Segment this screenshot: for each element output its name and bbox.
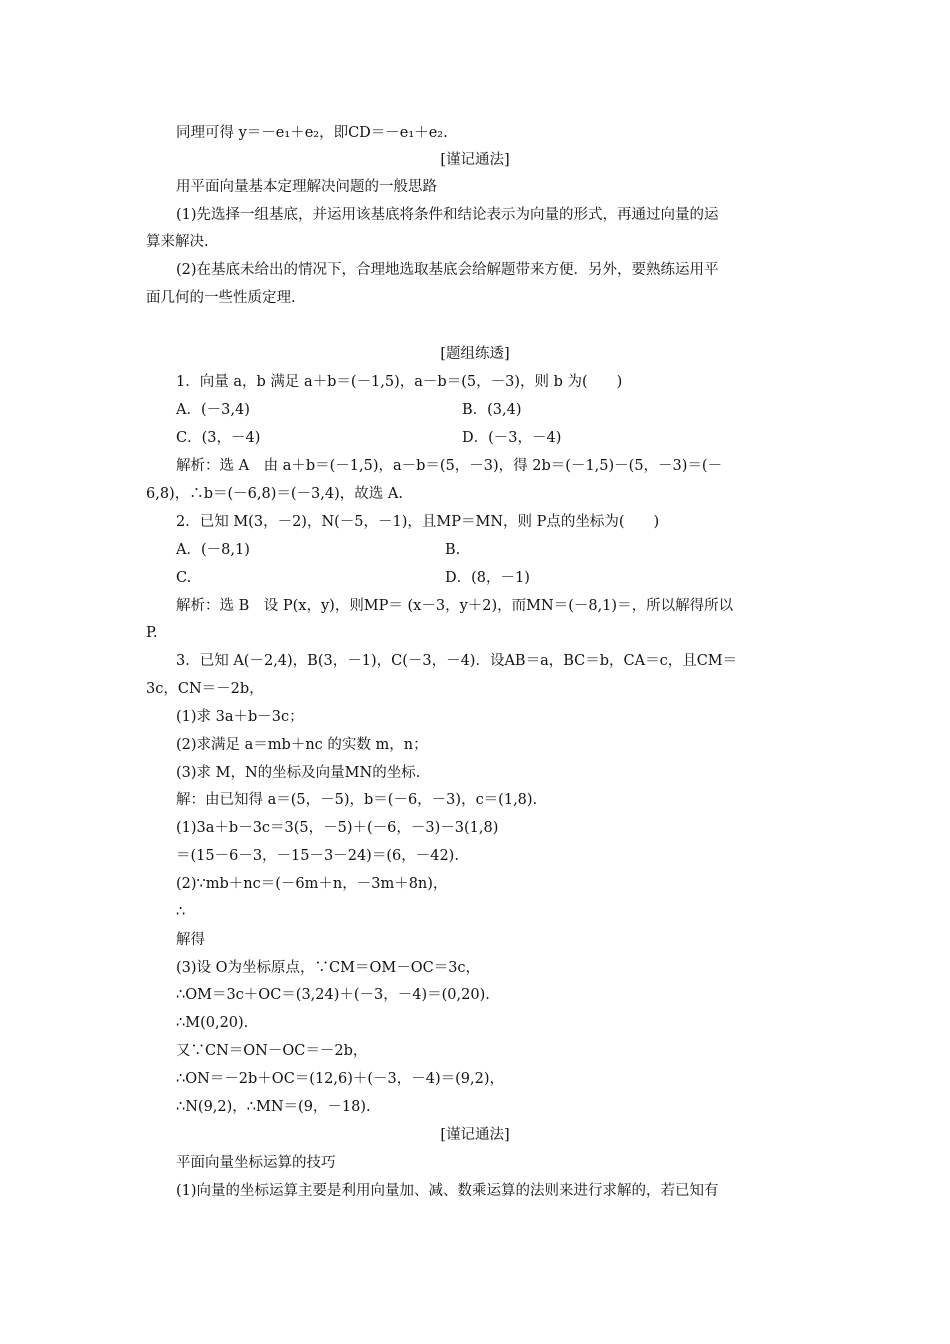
text-line: 用平面向量基本定理解决问题的一般思路 [176,179,437,195]
solution-line: ∴N(9,2)，∴MN＝(9，－18). [176,1099,371,1115]
question-1: 1．向量 a，b 满足 a＋b＝(－1,5)，a－b＝(5，－3)，则 b 为( ) [176,374,623,390]
option-d: D．(－3，－4) [462,430,562,446]
text-line: (1)向量的坐标运算主要是利用向量加、减、数乘运算的法则来进行求解的，若已知有 [176,1183,719,1199]
solution-line: ∴ON＝－2b＋OC＝(12,6)＋(－3，－4)＝(9,2)， [176,1071,505,1087]
section-heading: [谨记通法] [440,1127,510,1143]
option-a: A．(－8,1) [176,542,250,558]
solution-line: ＝(15－6－3，－15－3－24)＝(6，－42). [176,848,459,864]
solution-line: 解析：选 B 设 P(x，y)，则MP＝ (x－3，y＋2)，而MN＝(－8,1)＝，所以解得所以 [176,598,734,614]
text-line: (2)求满足 a＝mb＋nc 的实数 m，n； [176,737,428,753]
solution-line: (3)设 O为坐标原点，∵CM＝OM－OC＝3c， [176,960,481,976]
text-line: 3c，CN＝－2b， [146,681,264,697]
option-b: B. [445,542,461,558]
question-3: 3．已知 A(－2,4)，B(3，－1)，C(－3，－4)．设AB＝a，BC＝b，CA＝c，且CM＝ [176,653,738,669]
text-line: (2)在基底未给出的情况下，合理地选取基底会给解题带来方便．另外，要熟练运用平 [176,262,719,278]
text-line: (3)求 M，N的坐标及向量MN的坐标. [176,765,421,781]
solution-line: 又∵CN＝ON－OC＝－2b， [176,1043,368,1059]
text-line: 面几何的一些性质定理. [146,290,296,306]
text-line: 算来解决. [146,234,209,250]
option-a: A．(－3,4) [176,402,250,418]
solution-line: ∴M(0,20). [176,1015,249,1031]
question-2: 2．已知 M(3，－2)，N(－5，－1)，且MP＝MN，则 P点的坐标为( ) [176,514,660,530]
text-line: (1)求 3a＋b－3c； [176,709,304,725]
solution-line: 解：由已知得 a＝(5，－5)，b＝(－6，－3)，c＝(1,8). [176,792,538,808]
solution-line: 6,8)，∴b＝(－6,8)＝(－3,4)，故选 A. [146,486,403,502]
text-line: 平面向量坐标运算的技巧 [176,1155,336,1171]
text-line: 同理可得 y＝－e₁＋e₂，即CD＝－e₁＋e₂. [176,125,448,141]
section-heading: [谨记通法] [440,152,510,168]
solution-line: 解得 [176,932,205,948]
option-c: C. [176,570,192,586]
option-d: D．(8，－1) [445,570,530,586]
option-b: B．(3,4) [462,402,522,418]
solution-line: ∴OM＝3c＋OC＝(3,24)＋(－3，－4)＝(0,20). [176,987,490,1003]
option-c: C．(3，－4) [176,430,261,446]
solution-line: 解析：选 A 由 a＋b＝(－1,5)，a－b＝(5，－3)，得 2b＝(－1,5)－(5，－3)＝(－ [176,458,723,474]
solution-line: ∴ [176,904,186,920]
solution-line: P. [146,625,158,641]
solution-line: (1)3a＋b－3c＝3(5，－5)＋(－6，－3)－3(1,8) [176,820,499,836]
text-line: (1)先选择一组基底，并运用该基底将条件和结论表示为向量的形式，再通过向量的运 [176,207,719,223]
solution-line: (2)∵mb＋nc＝(－6m＋n，－3m＋8n)， [176,876,448,892]
section-heading: [题组练透] [440,346,510,362]
